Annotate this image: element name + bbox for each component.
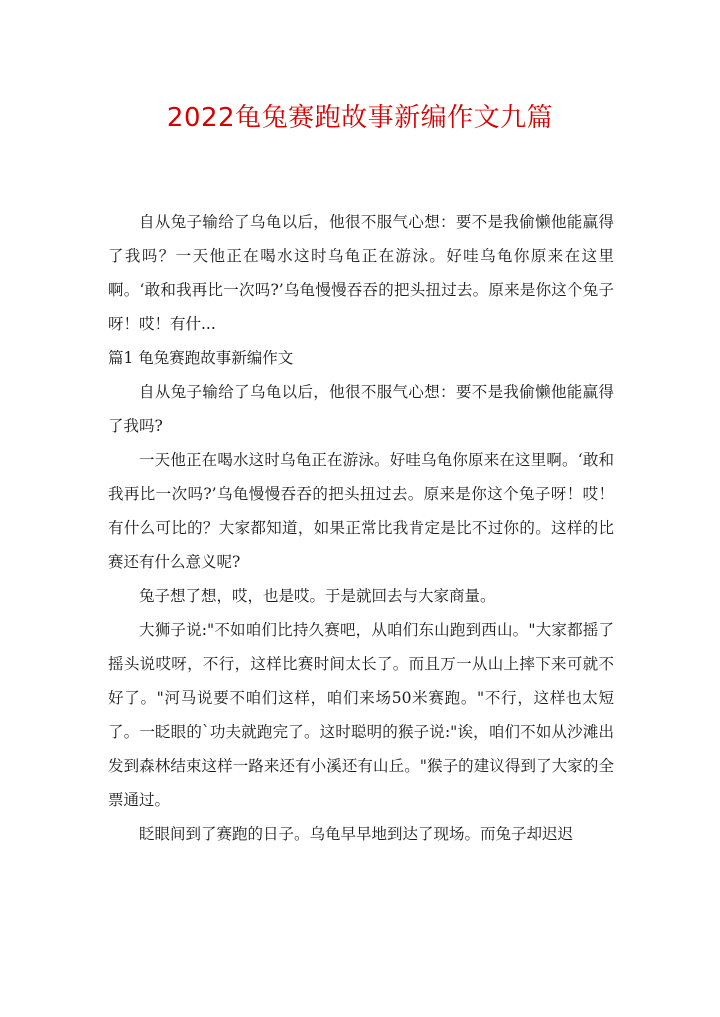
paragraph-intro: 自从兔子输给了乌龟以后，他很不服气心想：要不是我偷懒他能赢得了我吗？一天他正在喝水这时乌龟正在游泳。好哇乌龟你原来在这里啊。‘敢和我再比一次吗?’乌龟慢慢吞吞的把头扭过去。原来是你这个兔子呀！哎！有什...	[108, 213, 614, 333]
section-heading: 篇1 龟兔赛跑故事新编作文	[108, 349, 294, 367]
paragraph: 自从兔子输给了乌龟以后，他很不服气心想：要不是我偷懒他能赢得了我吗?	[108, 383, 614, 435]
paragraph: 眨眼间到了赛跑的日子。乌龟早早地到达了现场。而兔子却迟迟	[139, 825, 574, 843]
document-body	[108, 205, 614, 851]
document-title: 2022龟兔赛跑故事新编作文九篇	[166, 103, 554, 133]
paragraph: 兔子想了想，哎，也是哎。于是就回去与大家商量。	[139, 587, 496, 605]
paragraph: 大狮子说:"不如咱们比持久赛吧，从咱们东山跑到西山。"大家都摇了摇头说哎呀，不行，这样比赛时间太长了。而且万一从山上摔下来可就不好了。"河马说要不咱们这样，咱们来场50米赛跑。"不行，这样也太短了。一眨眼的`功夫就跑完了。这时聪明的猴子说:"诶，咱们不如从沙滩出发到森林结束这样一路来还有小溪还有山丘。"猴子的建议得到了大家的全票通过。	[108, 621, 614, 809]
paragraph: 一天他正在喝水这时乌龟正在游泳。好哇乌龟你原来在这里啊。‘敢和我再比一次吗?’乌龟慢慢吞吞的把头扭过去。原来是你这个兔子呀！哎！有什么可比的？大家都知道，如果正常比我肯定是比不过你的。这样的比赛还有什么意义呢?	[108, 451, 614, 571]
